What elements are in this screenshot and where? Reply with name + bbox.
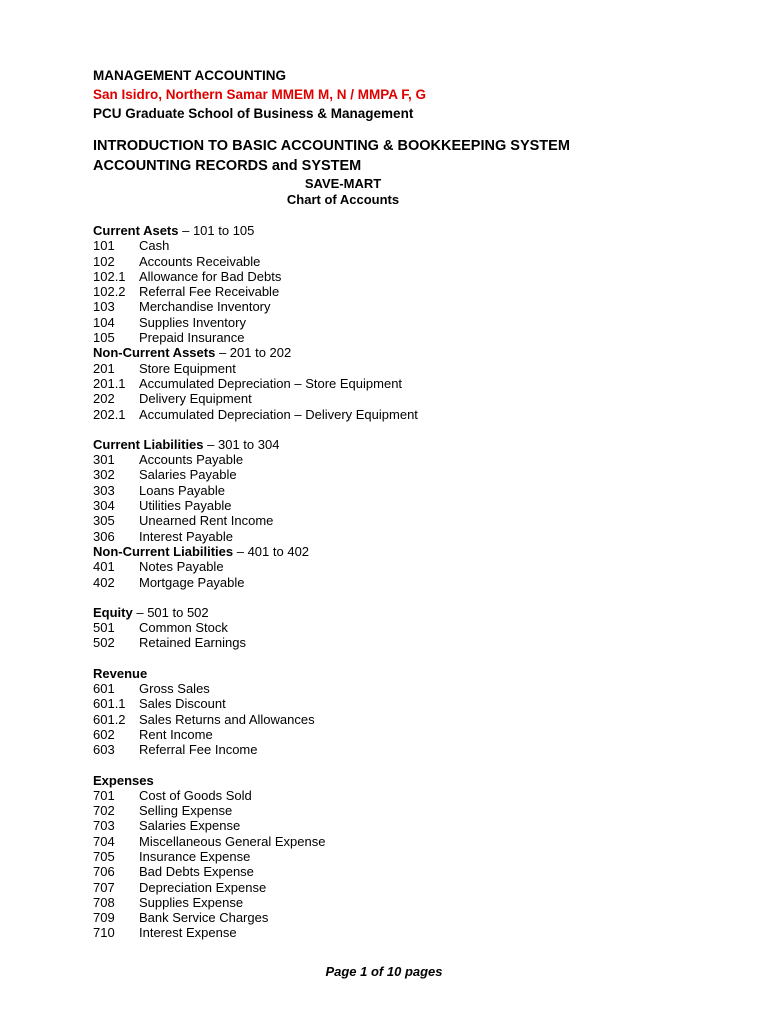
account-row	[93, 513, 713, 528]
account-row	[93, 315, 713, 330]
account-row	[93, 407, 713, 422]
account-name: Loans Payable	[139, 482, 226, 498]
account-code: 707	[93, 879, 115, 895]
account-row	[93, 788, 713, 803]
section-title: Non-Current Liabilities	[93, 543, 234, 559]
account-name: Accounts Payable	[139, 452, 244, 468]
section-heading	[93, 345, 713, 360]
account-row	[93, 299, 713, 314]
account-section	[93, 544, 713, 590]
account-row	[93, 818, 713, 833]
account-name: Retained Earnings	[139, 635, 246, 651]
section-range: – 101 to 105	[178, 223, 255, 238]
account-name: Notes Payable	[139, 559, 224, 575]
account-code: 104	[93, 314, 115, 330]
account-code: 501	[93, 620, 115, 636]
account-row	[93, 284, 713, 299]
account-name: Miscellaneous General Expense	[139, 833, 326, 849]
account-code: 710	[93, 925, 115, 941]
account-code: 103	[93, 299, 115, 315]
account-row	[93, 575, 713, 590]
account-row	[93, 269, 713, 284]
account-code: 302	[93, 467, 115, 483]
section-title: Revenue	[93, 665, 148, 681]
account-name: Supplies Expense	[139, 894, 244, 910]
account-name: Bad Debts Expense	[139, 864, 254, 880]
account-code: 705	[93, 848, 115, 864]
account-code: 402	[93, 574, 115, 590]
account-code: 301	[93, 452, 115, 468]
account-code: 603	[93, 742, 115, 758]
section-range: – 201 to 202	[215, 345, 292, 361]
account-name: Sales Discount	[139, 696, 226, 712]
section-range: – 301 to 304	[203, 436, 280, 452]
account-name: Depreciation Expense	[139, 879, 267, 895]
account-code: 303	[93, 482, 115, 498]
account-row	[93, 834, 713, 849]
account-name: Mortgage Payable	[139, 574, 245, 590]
account-row	[93, 467, 713, 482]
intro-line-1: INTRODUCTION TO BASIC ACCOUNTING & BOOKKEEPING SYSTEM	[93, 138, 570, 154]
account-section	[93, 437, 713, 544]
account-name: Accumulated Depreciation – Delivery Equipment	[139, 406, 418, 422]
account-row	[93, 712, 713, 727]
section-heading	[93, 605, 713, 620]
location-line: San Isidro, Northern Samar MMEM M, N / MMPA F, G	[93, 87, 427, 102]
account-row	[93, 742, 713, 757]
account-code: 401	[93, 559, 115, 575]
account-code: 601.1	[93, 696, 126, 712]
account-code: 701	[93, 787, 115, 803]
account-row	[93, 483, 713, 498]
section-range: – 401 to 402	[233, 543, 310, 559]
document-page	[93, 66, 713, 941]
account-code: 202.1	[93, 406, 126, 422]
account-name: Interest Expense	[139, 925, 237, 941]
page-footer: Page 1 of 10 pages	[325, 964, 443, 979]
account-row	[93, 330, 713, 345]
account-name: Interest Payable	[139, 528, 233, 544]
account-code: 304	[93, 498, 115, 514]
account-row	[93, 635, 713, 650]
account-name: Gross Sales	[139, 681, 210, 697]
account-row	[93, 727, 713, 742]
account-section	[93, 345, 713, 421]
account-name: Cost of Goods Sold	[139, 787, 252, 803]
section-title: Non-Current Assets	[93, 345, 216, 361]
section-range: – 501 to 502	[132, 604, 209, 620]
account-name: Allowance for Bad Debts	[139, 268, 282, 284]
account-section	[93, 773, 713, 941]
chart-title: Chart of Accounts	[286, 192, 400, 207]
account-row	[93, 238, 713, 253]
account-code: 602	[93, 726, 115, 742]
account-name: Delivery Equipment	[139, 391, 252, 407]
intro-line-2: ACCOUNTING RECORDS and SYSTEM	[93, 158, 362, 174]
account-name: Accounts Receivable	[139, 253, 261, 269]
section-heading	[93, 544, 713, 559]
account-code: 305	[93, 513, 115, 529]
account-name: Referral Fee Receivable	[139, 284, 280, 300]
account-name: Prepaid Insurance	[139, 330, 245, 346]
account-code: 201.1	[93, 375, 126, 391]
account-section	[93, 605, 713, 651]
account-code: 101	[93, 238, 115, 254]
account-row	[93, 849, 713, 864]
section-title: Current Liabilities	[93, 436, 204, 452]
account-name: Common Stock	[139, 620, 228, 636]
account-code: 102	[93, 253, 115, 269]
account-name: Store Equipment	[139, 360, 236, 376]
account-row	[93, 254, 713, 269]
account-name: Salaries Payable	[139, 467, 237, 483]
account-name: Sales Returns and Allowances	[139, 711, 315, 727]
account-code: 202	[93, 391, 115, 407]
account-name: Insurance Expense	[139, 848, 251, 864]
school-name: PCU Graduate School of Business & Management	[93, 106, 414, 121]
company-name: SAVE-MART	[304, 176, 382, 191]
account-section	[93, 666, 713, 758]
section-heading	[93, 773, 713, 788]
account-row	[93, 498, 713, 513]
account-section	[93, 223, 713, 345]
account-code: 306	[93, 528, 115, 544]
account-name: Accumulated Depreciation – Store Equipment	[139, 375, 403, 391]
account-name: Merchandise Inventory	[139, 299, 271, 315]
section-title: Current Asets	[93, 223, 179, 238]
account-row	[93, 880, 713, 895]
account-row	[93, 681, 713, 696]
account-code: 709	[93, 910, 115, 926]
account-code: 201	[93, 360, 115, 376]
account-row	[93, 620, 713, 635]
section-title: Expenses	[93, 772, 154, 788]
account-name: Selling Expense	[139, 803, 233, 819]
account-row	[93, 529, 713, 544]
account-name: Supplies Inventory	[139, 314, 246, 330]
account-row	[93, 391, 713, 406]
account-name: Rent Income	[139, 726, 213, 742]
account-code: 706	[93, 864, 115, 880]
section-heading	[93, 223, 713, 238]
intro-heading	[93, 136, 713, 176]
section-title: Equity	[93, 604, 133, 620]
account-code: 702	[93, 803, 115, 819]
account-code: 708	[93, 894, 115, 910]
account-name: Cash	[139, 238, 170, 254]
account-code: 105	[93, 330, 115, 346]
account-row	[93, 361, 713, 376]
account-row	[93, 696, 713, 711]
account-code: 502	[93, 635, 115, 651]
account-row	[93, 376, 713, 391]
section-heading	[93, 437, 713, 452]
account-name: Salaries Expense	[139, 818, 241, 834]
account-name: Bank Service Charges	[139, 910, 269, 926]
chart-of-accounts	[93, 223, 713, 941]
account-code: 703	[93, 818, 115, 834]
account-code: 102.1	[93, 268, 126, 284]
account-row	[93, 910, 713, 925]
account-row	[93, 803, 713, 818]
section-heading	[93, 666, 713, 681]
account-name: Referral Fee Income	[139, 742, 258, 758]
account-row	[93, 864, 713, 879]
account-code: 601.2	[93, 711, 126, 727]
course-title: MANAGEMENT ACCOUNTING	[93, 68, 286, 83]
account-code: 704	[93, 833, 115, 849]
account-row	[93, 559, 713, 574]
account-name: Unearned Rent Income	[139, 513, 274, 529]
account-name: Utilities Payable	[139, 498, 232, 514]
account-code: 601	[93, 681, 115, 697]
account-row	[93, 925, 713, 940]
account-row	[93, 452, 713, 467]
account-code: 102.2	[93, 284, 126, 300]
account-row	[93, 895, 713, 910]
